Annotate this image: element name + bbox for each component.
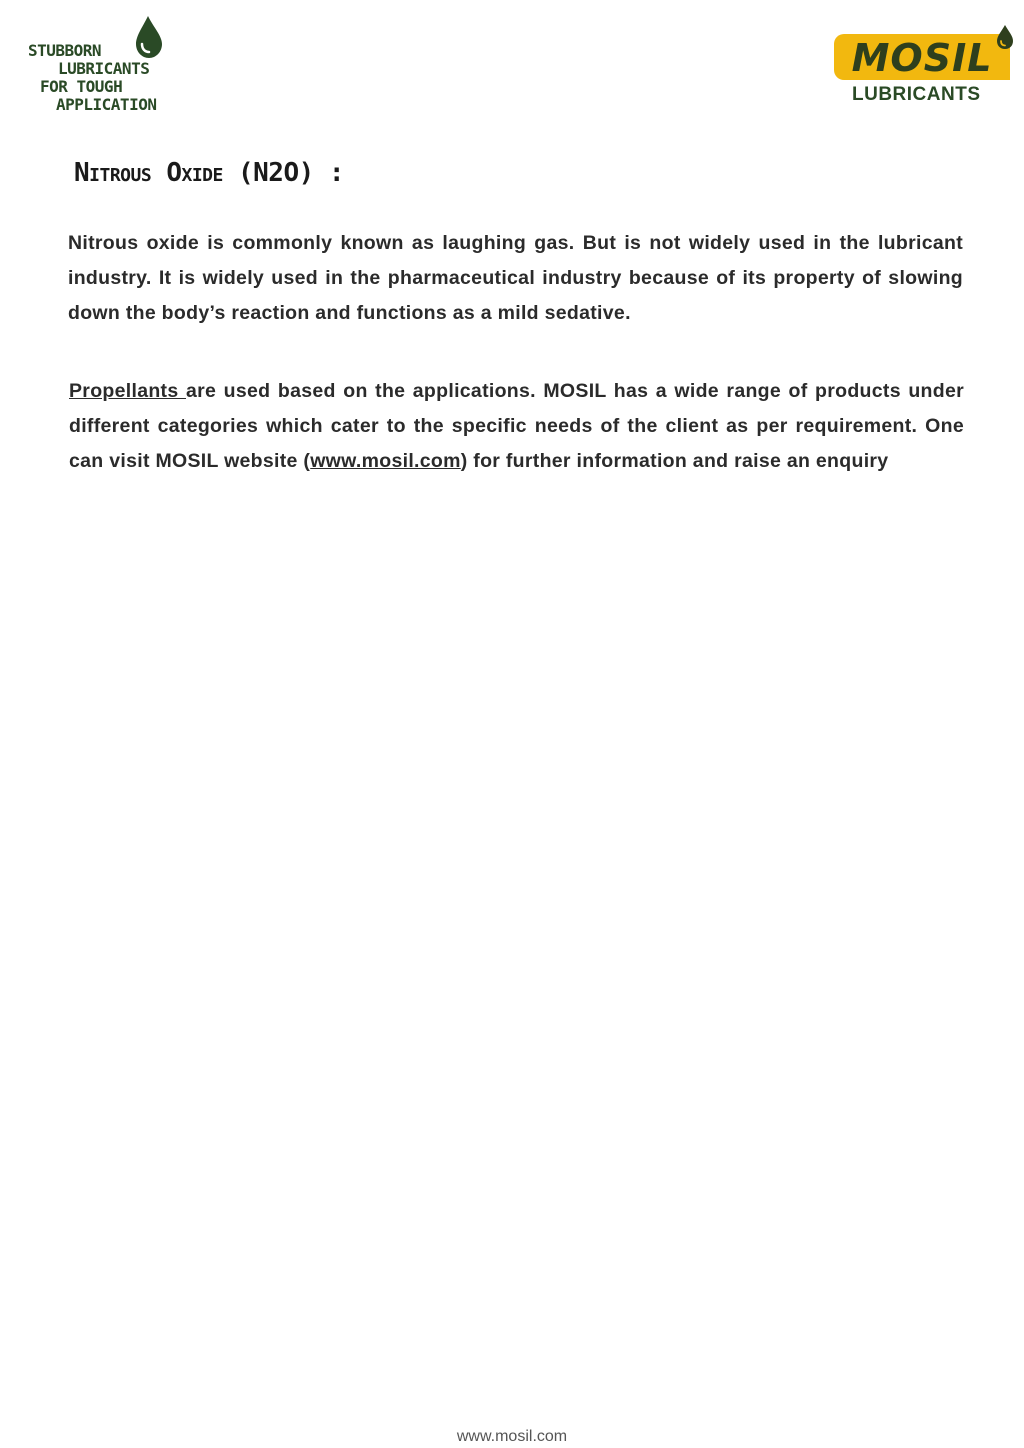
brand-sub: LUBRICANTS [852, 84, 981, 105]
website-link[interactable]: www.mosil.com [310, 450, 461, 472]
tagline-line: APPLICATION [56, 95, 157, 114]
paragraph-nitrous-oxide: Nitrous oxide is commonly known as laughing gas. But is not widely used in the lubricant industry. It is widely used in the pharmaceutical industry because of its property of slowing down the body’s reaction and functions as a mild sedative. [68, 232, 963, 324]
tagline-line: FOR TOUGH [40, 77, 123, 96]
paragraph-text: are used based on the applications. MOSIL has a wide range of products under different categories which cater to the specific needs of the client as per requirement. One can visit MOSIL website ( [69, 380, 964, 472]
brand-name: MOSIL [851, 36, 993, 80]
tagline-text [28, 42, 156, 114]
tagline-line: LUBRICANTS [58, 59, 150, 78]
paragraph-propellants [69, 374, 964, 479]
footer-url: www.mosil.com [456, 1428, 568, 1445]
paragraph-text: ) for further information and raise an enquiry [460, 450, 889, 472]
mosil-logo [834, 24, 1016, 110]
tagline-line: STUBBORN [28, 41, 102, 60]
page-title: Nitrous Oxide (N2O) : [74, 158, 345, 188]
propellants-link[interactable]: Propellants [69, 380, 186, 402]
tagline-logo [28, 14, 188, 116]
oil-drop-icon [994, 24, 1016, 50]
